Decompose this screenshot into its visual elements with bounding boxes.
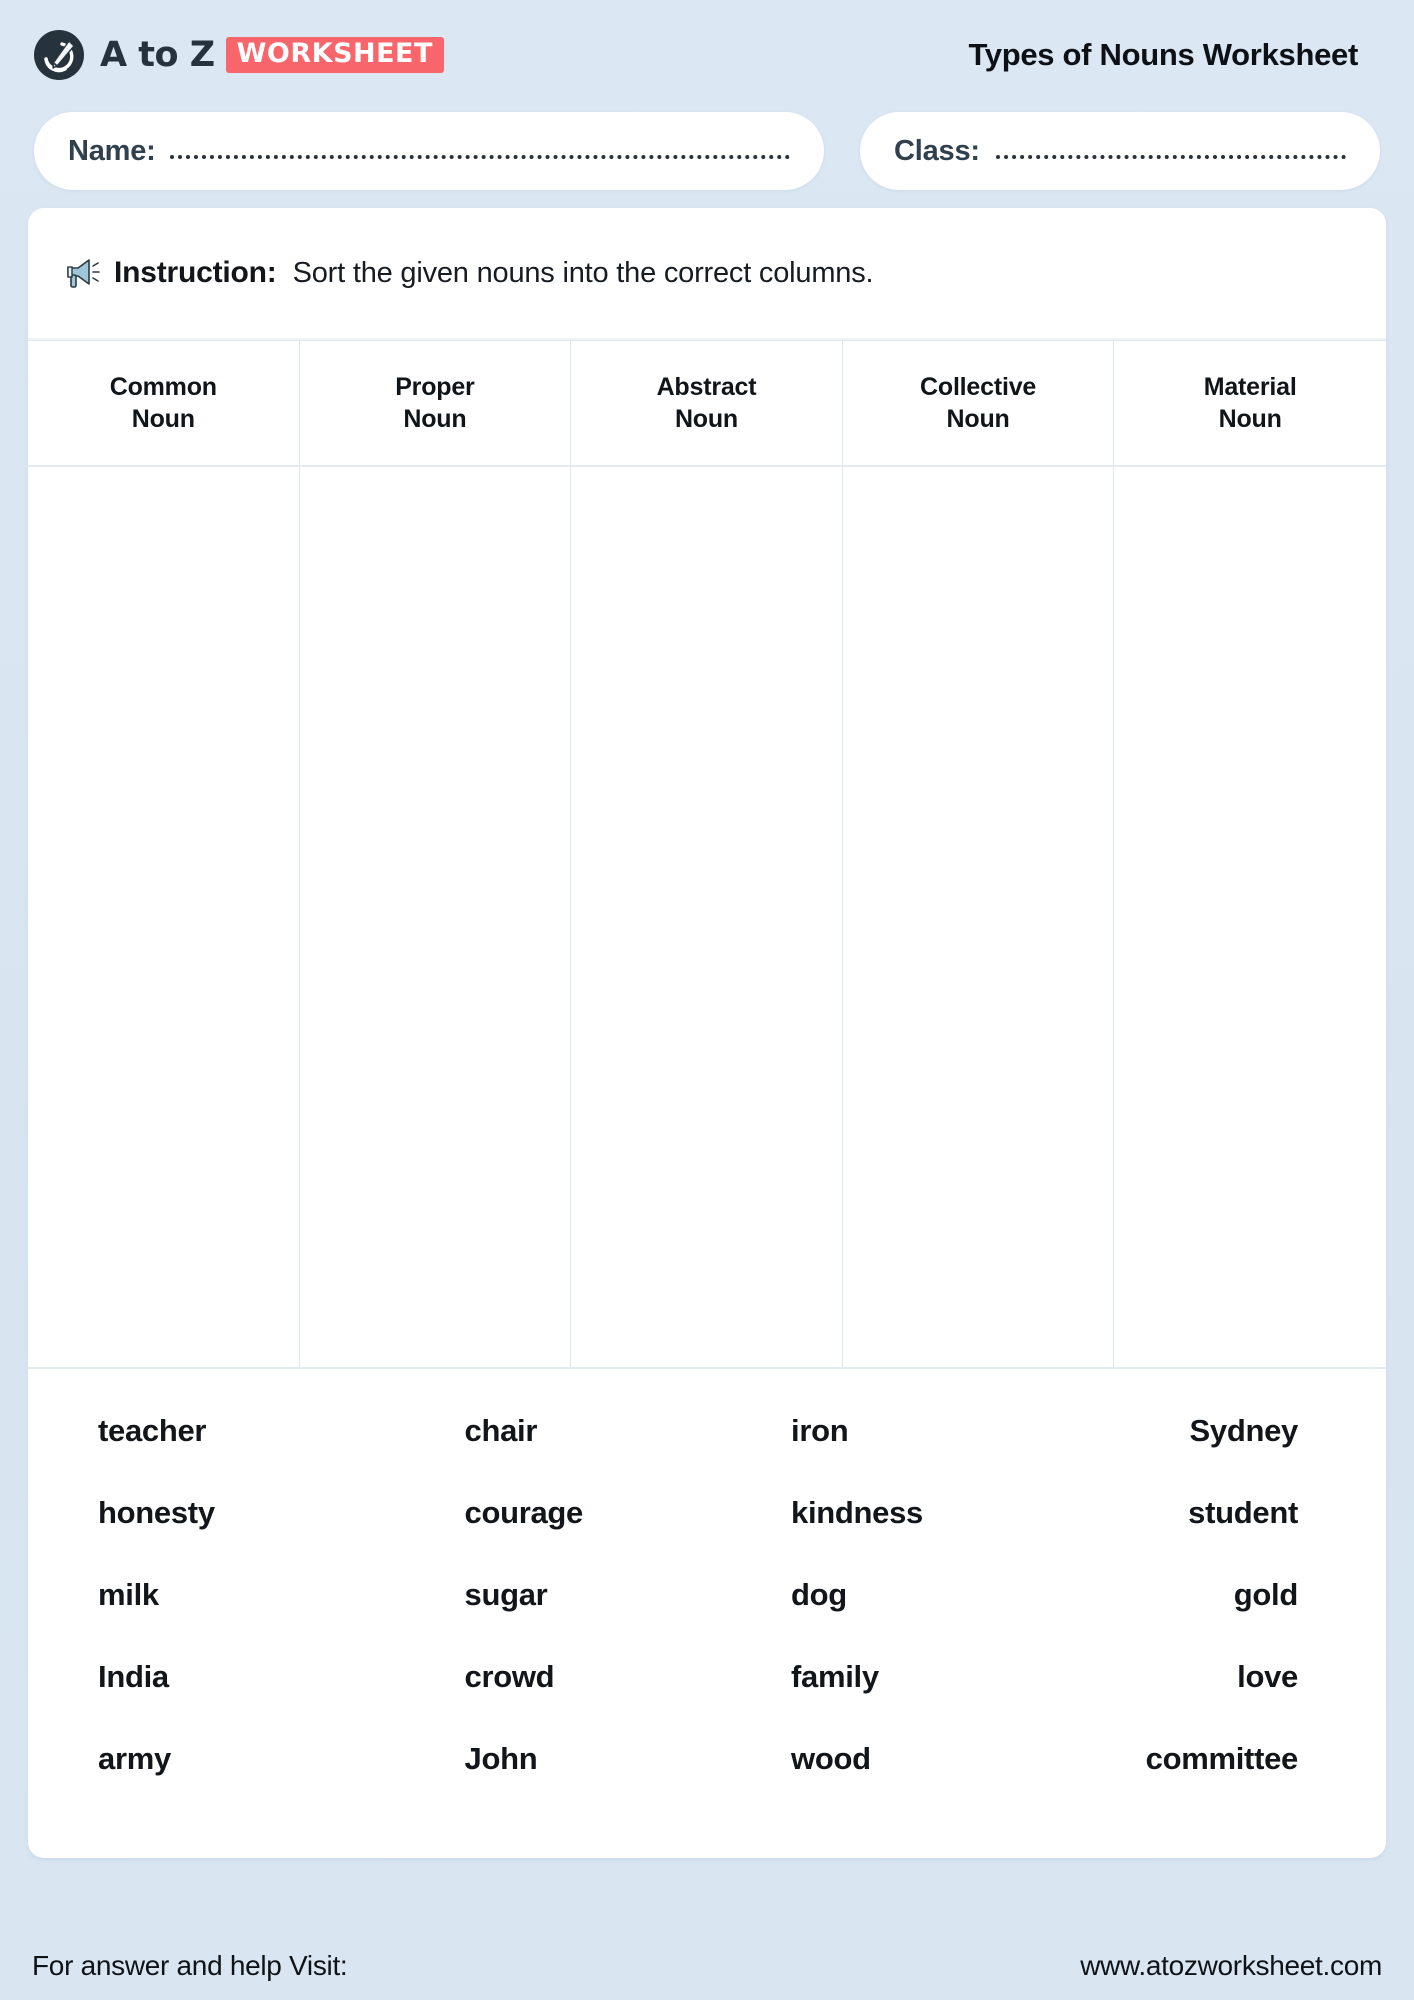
column-header-line2: Noun: [946, 405, 1010, 433]
answer-cell-abstract-noun[interactable]: [571, 467, 843, 1367]
class-label: Class:: [894, 134, 980, 167]
column-header-line2: Noun: [131, 405, 195, 433]
word-item[interactable]: Sydney: [1189, 1413, 1298, 1448]
word-item[interactable]: gold: [1233, 1577, 1298, 1612]
word-bank-row: [86, 1659, 1328, 1741]
instruction-label: Instruction:: [114, 256, 277, 289]
word-item[interactable]: dog: [791, 1577, 847, 1612]
student-info-row: [28, 112, 1386, 190]
column-header-line2: Noun: [674, 405, 739, 433]
page-title: Types of Nouns Worksheet: [968, 37, 1358, 72]
word-item[interactable]: wood: [791, 1741, 871, 1776]
brand-wordmark: [100, 35, 444, 75]
word-item[interactable]: family: [791, 1659, 879, 1694]
word-bank-row: [86, 1741, 1328, 1823]
column-header-line2: Noun: [403, 405, 467, 433]
word-bank-row: [86, 1577, 1328, 1659]
word-bank-row: [86, 1495, 1328, 1577]
instruction-text: Sort the given nouns into the correct columns.: [292, 256, 874, 289]
word-item[interactable]: iron: [791, 1413, 849, 1448]
word-item[interactable]: crowd: [464, 1659, 555, 1694]
word-item[interactable]: army: [98, 1741, 171, 1776]
word-item[interactable]: love: [1237, 1659, 1298, 1694]
name-input-line[interactable]: [170, 155, 790, 159]
column-header-line1: Common: [109, 373, 217, 401]
word-item[interactable]: committee: [1145, 1741, 1298, 1776]
megaphone-icon: [62, 253, 102, 293]
name-label: Name:: [68, 134, 156, 167]
column-header-line2: Noun: [1218, 405, 1282, 433]
column-header-line1: Collective: [920, 373, 1037, 401]
word-item[interactable]: chair: [464, 1413, 538, 1448]
word-item[interactable]: kindness: [791, 1495, 923, 1530]
word-bank: [28, 1369, 1386, 1858]
word-item[interactable]: student: [1188, 1495, 1298, 1530]
brand-badge: WORKSHEET: [226, 37, 444, 73]
column-header-line1: Proper: [395, 373, 475, 401]
word-item[interactable]: milk: [98, 1577, 159, 1612]
instruction-bar: [28, 208, 1386, 340]
pen-circle-logo-icon: [32, 28, 86, 82]
page-footer: [28, 1950, 1386, 1982]
column-header-line1: Abstract: [656, 373, 757, 401]
answer-cell-proper-noun[interactable]: [300, 467, 572, 1367]
column-header-common-noun: [28, 341, 300, 465]
word-item[interactable]: honesty: [98, 1495, 215, 1530]
word-item[interactable]: John: [464, 1741, 538, 1776]
word-item[interactable]: sugar: [464, 1577, 548, 1612]
column-header-abstract-noun: [571, 341, 843, 465]
brand-logo: [32, 28, 444, 82]
word-bank-row: [86, 1413, 1328, 1495]
class-field[interactable]: [860, 112, 1380, 190]
sorting-table: [28, 340, 1386, 1369]
class-input-line[interactable]: [996, 155, 1346, 159]
column-header-material-noun: [1114, 341, 1386, 465]
footer-website-url[interactable]: www.atozworksheet.com: [1080, 1950, 1382, 1981]
page-header: [28, 0, 1386, 110]
column-header-collective-noun: [843, 341, 1115, 465]
brand-primary-text: A to Z: [100, 35, 215, 75]
table-header-row: [28, 341, 1386, 467]
word-item[interactable]: India: [98, 1659, 169, 1694]
worksheet-card: [28, 208, 1386, 1858]
word-item[interactable]: courage: [464, 1495, 583, 1530]
word-item[interactable]: teacher: [98, 1413, 207, 1448]
footer-help-text: For answer and help Visit:: [32, 1950, 348, 1981]
column-header-proper-noun: [300, 341, 572, 465]
answer-cell-material-noun[interactable]: [1114, 467, 1386, 1367]
name-field[interactable]: [34, 112, 824, 190]
answer-cell-collective-noun[interactable]: [843, 467, 1115, 1367]
table-answer-row: [28, 467, 1386, 1369]
answer-cell-common-noun[interactable]: [28, 467, 300, 1367]
column-header-line1: Material: [1203, 373, 1297, 401]
